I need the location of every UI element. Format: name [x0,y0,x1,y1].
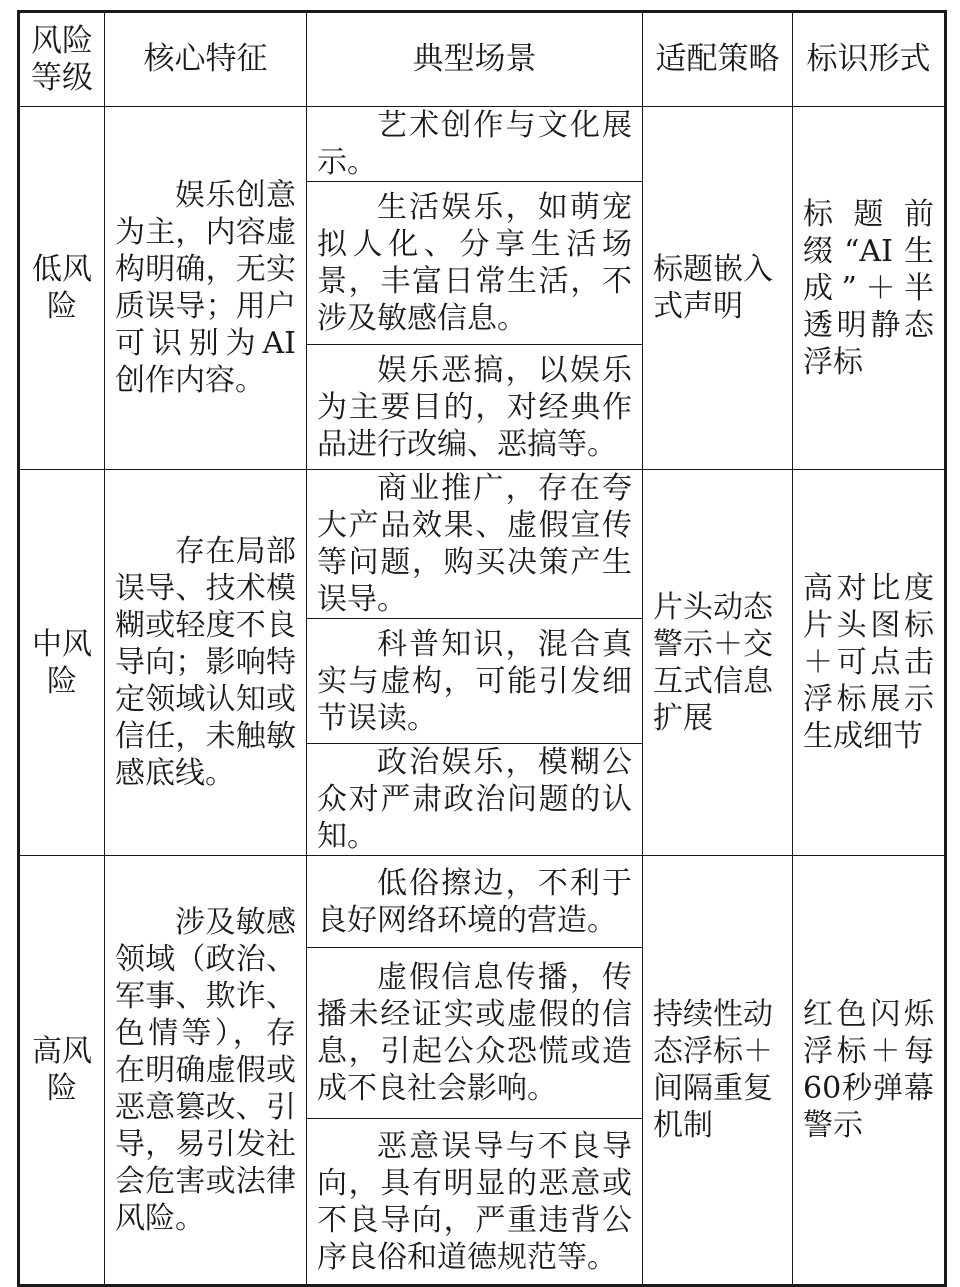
core-feature-high: 涉及敏感领域（政治、军事、欺诈、色情等），存在明确虚假或恶意篡改、引导，易引发社会危害或法律风险。 [105,856,307,1286]
risk-level-medium: 中风险 [19,470,105,856]
risk-level-low: 低风险 [19,107,105,470]
header-strategy: 适配策略 [643,12,793,107]
typical-scene: 科普知识，混合真实与虚构，可能引发细节误读。 [307,619,643,744]
typical-scene: 商业推广，存在夸大产品效果、虚假宣传等问题，购买决策产生误导。 [307,470,643,619]
core-feature-medium: 存在局部误导、技术模糊或轻度不良导向；影响特定领域认知或信任，未触敏感底线。 [105,470,307,856]
typical-scene: 虚假信息传播，传播未经证实或虚假的信息，引起公众恐慌或造成不良社会影响。 [307,948,643,1119]
typical-scene: 低俗擦边，不利于良好网络环境的营造。 [307,856,643,948]
typical-scene: 艺术创作与文化展示。 [307,107,643,182]
risk-level-table [17,10,947,1287]
strategy-medium: 片头动态警示＋交互式信息扩展 [643,470,793,856]
header-mark-form: 标识形式 [793,12,946,107]
table-row [19,107,946,182]
header-core-feature: 核心特征 [105,12,307,107]
typical-scene: 政治娱乐，模糊公众对严肃政治问题的认知。 [307,744,643,856]
typical-scene: 恶意误导与不良导向，具有明显的恶意或不良导向，严重违背公序良俗和道德规范等。 [307,1119,643,1286]
header-risk-level: 风险等级 [19,12,105,107]
typical-scene: 娱乐恶搞，以娱乐为主要目的，对经典作品进行改编、恶搞等。 [307,345,643,470]
mark-form-high: 红色闪烁浮标＋每60秒弹幕警示 [793,856,946,1286]
table-row [19,470,946,619]
core-feature-low: 娱乐创意为主，内容虚构明确，无实质误导；用户可识别为AI创作内容。 [105,107,307,470]
table-header-row [19,12,946,107]
typical-scene: 生活娱乐，如萌宠拟人化、分享生活场景，丰富日常生活，不涉及敏感信息。 [307,182,643,345]
table-row [19,856,946,948]
mark-form-medium: 高对比度片头图标＋可点击浮标展示生成细节 [793,470,946,856]
strategy-low: 标题嵌入式声明 [643,107,793,470]
mark-form-low: 标题前缀“AI生成”＋半透明静态浮标 [793,107,946,470]
strategy-high: 持续性动态浮标＋间隔重复机制 [643,856,793,1286]
risk-level-high: 高风险 [19,856,105,1286]
header-typical-scene: 典型场景 [307,12,643,107]
